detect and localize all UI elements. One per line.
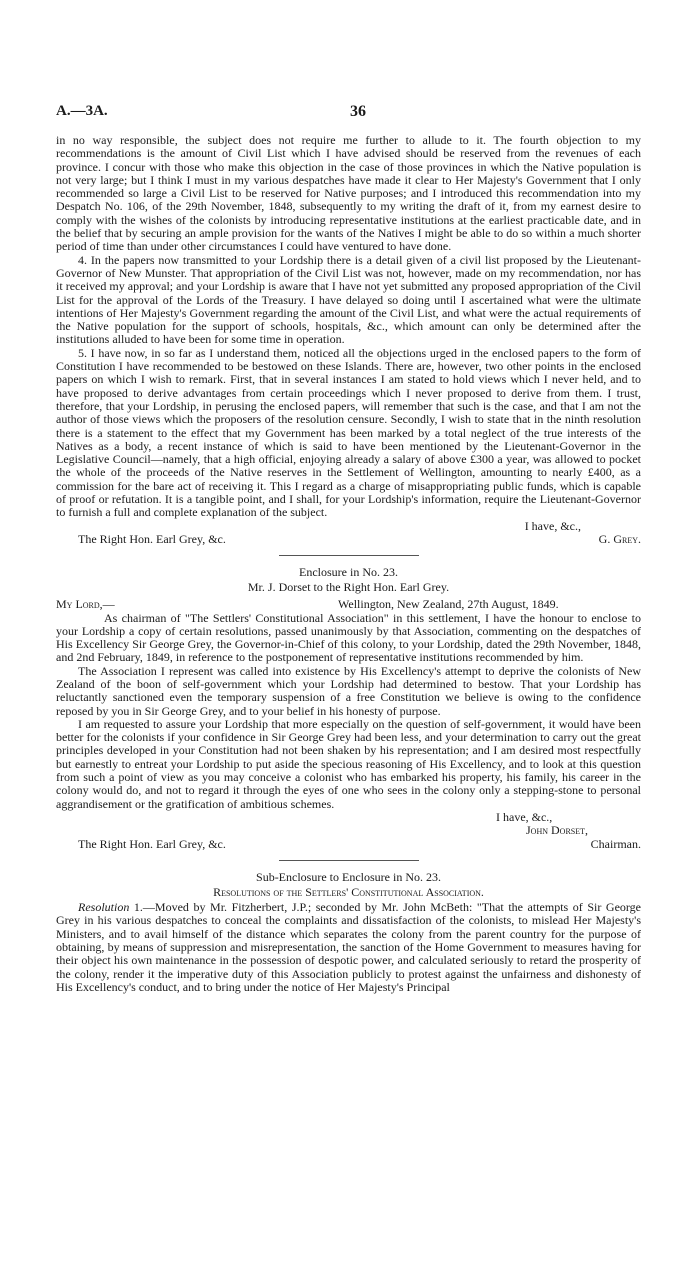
letter-paragraph: in no way responsible, the subject does not require me further to allude to it. The fourth objection to my recommendations is the amount of Civil List which I have advised should be reserved from the revenues of each province. I concur with those who make this objection in the case of those provinces in which the Native population is not very large; but I think I must in my various despatches have made it clear to Her Majesty's Government that I only recommended so large a Civil List to be reserved for Native purposes; and I introduced this recommendation into my Despatch No. 106, of the 29th November, 1848, subsequently to my writing the draft of it, from my earnest desire to comply with the wishes of the colonists by introducing representative institutions at the earliest practicable date, and in the belief that by securing an ample provision for the wants of the Natives I might be able to do so within a much shorter period of time than under other circumstances I could have ventured to have done. <box>56 133 641 254</box>
enclosure-paragraph: As chairman of "The Settlers' Constitutional Association" in this settlement, I have the honour to enclose to your Lordship a copy of certain resolutions, passed unanimously by that Association, commenting on the despatches of His Excellency Sir George Grey, the Governor-in-Chief of this colony, to your Lordship, dated the 29th November, 1848, and 2nd February, 1849, in reference to the postponement of representative institutions recommended by him. <box>56 610 641 665</box>
letter-signature: G. Grey. <box>598 531 641 546</box>
page-header <box>56 103 660 123</box>
enclosure-signature-row <box>56 838 641 852</box>
salutation: My Lord,— <box>56 596 115 611</box>
letter-paragraph: 4. In the papers now transmitted to your Lordship there is a detail given of a civil list proposed by the Lieutenant-Governor of New Munster. That appropriation of the Civil List was not, however, made on my recommendation, nor has it received my approval; and your Lordship is aware that I have not yet submitted any proposed appropriation of the Civil List for the approval of the Lords of the Treasury. I have delayed so doing until I ascertained what were the ultimate intentions of Her Majesty's Government regarding the amount of the Civil List, and what were the actual requirements of the Native population for the support of schools, hospitals, &c., which amount can only be determined after the institutions alluded to have been for some time in operation. <box>56 252 641 347</box>
enclosure-paragraph: The Association I represent was called into existence by His Excellency's attempt to deprive the colonists of New Zealand of the boon of self-government which your Lordship had determined to bestow. That your Lordship has reluctantly sanctioned even the temporary suspension of a free Constitution we believe is owing to the confidence reposed by you in Sir George Grey, and to your belief in his honesty of purpose. <box>56 663 641 718</box>
letter-paragraph: 5. I have now, in so far as I understand them, noticed all the objections urged in the enclosed papers to the form of Constitution I have recommended to be bestowed on these Islands. There are, however, two other points in the enclosed papers on which I wish to remark. First, that in several instances I am stated to hold views which I never held, and to have proposed to derive advantages from certain proceedings which I never proposed to derive from them. I trust, therefore, that your Lordship, in perusing the enclosed papers, will remember that such is the case, and that I am not the author of those views which the proposers of the resolution censure. Secondly, I wish to state that in the ninth resolution there is a statement to the effect that my Government has been marked by a total neglect of the true interests of the Natives as a body, a recent instance of which is said to have been mentioned by the Lieutenant-Governor in the Legislative Council—namely, that a high official, enjoying already a salary of above £300 a year, was allowed to pocket the whole of the proceeds of the Native reserves in the Settlement of Wellington, amounting to nearly £400, as a commission for the bare act of receiving it. This I regard as a charge of misappropriating public funds, which is capable of proof or refutation. It is a tangible point, and I shall, for your Lordship's information, require the Lieutenant-Governor to furnish a full and complete explanation of the subject. <box>56 345 641 520</box>
enclosure-subheading: Mr. J. Dorset to the Right Hon. Earl Grey. <box>247 580 450 595</box>
enclosure-addressee: The Right Hon. Earl Grey, &c. <box>78 836 226 851</box>
enclosure-signer: John Dorset, <box>526 823 589 838</box>
place-date: Wellington, New Zealand, 27th August, 1849. <box>338 596 559 611</box>
resolution-text: 1.—Moved by Mr. Fitzherbert, J.P.; seconded by Mr. John McBeth: "That the attempts of Sir George Grey in his various despatches to conceal the complaints and dissatisfaction of the colonists, to mislead Her Majesty's Ministers, and to avail himself of the distance which separates the colony from the parent country for the purpose of obtaining, by means of suppression and misrepresentation, the sanction of the Home Government to measures having for their object his own maintenance in the possession of despotic power, and calculated seriously to retard the prosperity of the colony, render it the imperative duty of this Association publicly to protest against the unfairness and dishonesty of His Excellency's conduct, and to bring under the notice of Her Majesty's Principal <box>56 900 642 994</box>
subenclosure-subheading: Resolutions of the Settlers' Constitutional Association. <box>213 884 484 899</box>
letter-addressee: The Right Hon. Earl Grey, &c. <box>78 531 226 546</box>
subenclosure-heading: Sub-Enclosure to Enclosure in No. 23. <box>256 869 441 884</box>
enclosure-closing: I have, &c., <box>496 809 553 824</box>
enclosure-heading: Enclosure in No. 23. <box>299 564 398 579</box>
letter-closing: I have, &c., <box>524 518 581 533</box>
signer-title: Chairman. <box>590 836 641 851</box>
signature-row <box>56 533 641 547</box>
page-body <box>56 134 641 994</box>
document-reference: A.—3A. <box>56 103 108 119</box>
enclosure-paragraph: I am requested to assure your Lordship that more especially on the question of self-government, it would have been better for the colonists if your confidence in Sir George Grey had been less, and your determination to carry out the great principles developed in your Constitution had not been shaken by his representation; and I am desired most respectfully but earnestly to entreat your Lordship to put aside the specious reasoning of His Excellency, and to look at this question from such a point of view as you may conceive a colonist who has embarked his property, his family, his career in the colony would do, and not to regard it through the eyes of one who sees in the colony only a stepping-stone to personal aggrandisement or the gratification of ambitious schemes. <box>56 716 641 811</box>
page-number: 36 <box>350 103 366 120</box>
salutation-row <box>56 598 641 612</box>
resolution-paragraph <box>56 901 641 994</box>
resolution-label: Resolution <box>78 900 130 915</box>
